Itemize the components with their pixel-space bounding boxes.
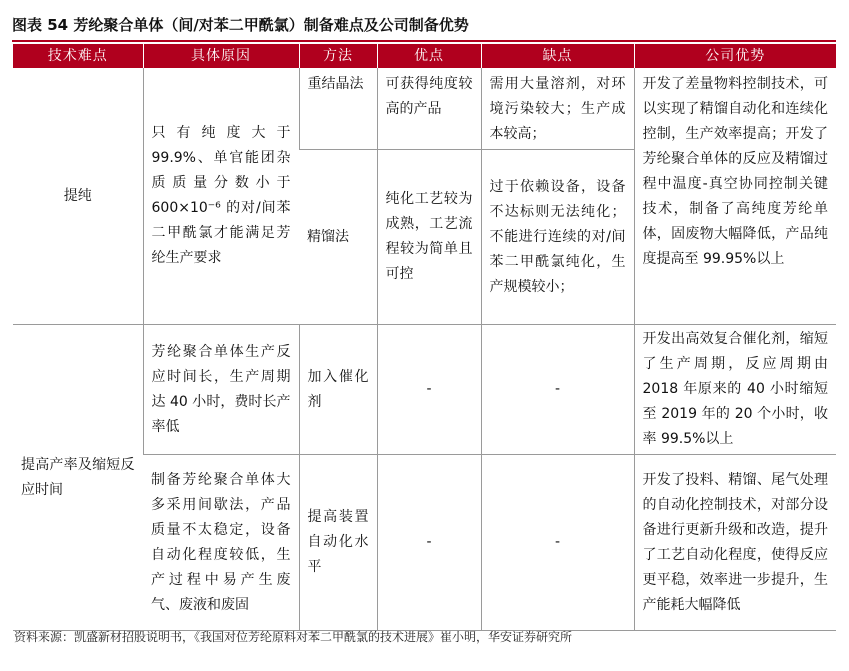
title-divider [12,40,836,42]
header-reason: 具体原因 [143,44,299,68]
header-difficulty: 技术难点 [13,44,143,68]
cell-method-catalyst: 加入催化剂 [299,325,377,455]
source-note: 资料来源：凯盛新材招股说明书，《我国对位芳纶原料对苯二甲酰氯的技术进展》崔小明，华安证券研究所 [14,630,573,644]
cell-pros-catalyst: - [377,325,481,455]
cell-cons-automation: - [481,455,634,631]
cell-cons-distillation: 过于依赖设备，设备不达标则无法纯化；不能进行连续的对/间苯二甲酰氯纯化，生产规模较小； [481,150,634,325]
table-row [13,325,836,455]
cell-pros-distillation: 纯化工艺较为成熟，工艺流程较为简单且可控 [377,150,481,325]
cell-reason-catalyst: 芳纶聚合单体生产反应时间长，生产周期达 40 小时，费时长产率低 [143,325,299,455]
cell-method-automation: 提高装置自动化水平 [299,455,377,631]
header-method: 方法 [299,44,377,68]
cell-method-recrystallization: 重结晶法 [299,68,377,150]
header-pros: 优点 [377,44,481,68]
cell-reason-purity: 只有纯度大于 99.9%、单官能团杂质质量分数小于 600×10⁻⁶ 的对/间苯二甲酰氯才能满足芳纶生产要求 [143,68,299,325]
cell-difficulty-purity: 提纯 [13,68,143,325]
header-row [13,44,836,68]
cell-difficulty-yield: 提高产率及缩短反应时间 [13,325,143,631]
cell-advantage-purity: 开发了差量物料控制技术，可以实现了精馏自动化和连续化控制，生产效率提高；开发了芳纶聚合单体的反应及精馏过程中温度-真空协同控制关键技术，制备了高纯度芳纶单体，固废物大幅降低，产品纯度提高至 99.95%以上 [634,68,836,325]
header-cons: 缺点 [481,44,634,68]
cell-reason-automation: 制备芳纶聚合单体大多采用间歇法，产品质量不太稳定，设备自动化程度较低，生产过程中易产生废气、废液和废固 [143,455,299,631]
figure-title: 图表 54 芳纶聚合单体（间/对苯二甲酰氯）制备难点及公司制备优势 [12,16,469,34]
cell-cons-recrystallization: 需用大量溶剂，对环境污染较大；生产成本较高； [481,68,634,150]
cell-cons-catalyst: - [481,325,634,455]
cell-advantage-catalyst: 开发出高效复合催化剂，缩短了生产周期，反应周期由2018 年原来的 40 小时缩短至 2019 年的 20 个小时，收率 99.5%以上 [634,325,836,455]
cell-pros-automation: - [377,455,481,631]
header-advantage: 公司优势 [634,44,836,68]
cell-pros-recrystallization: 可获得纯度较高的产品 [377,68,481,150]
cell-method-distillation: 精馏法 [299,150,377,325]
difficulty-table [13,44,836,631]
table-row [13,68,836,150]
cell-advantage-automation: 开发了投料、精馏、尾气处理的自动化控制技术，对部分设备进行更新升级和改造，提升了工艺自动化程度，使得反应更平稳，效率进一步提升，生产能耗大幅降低 [634,455,836,631]
